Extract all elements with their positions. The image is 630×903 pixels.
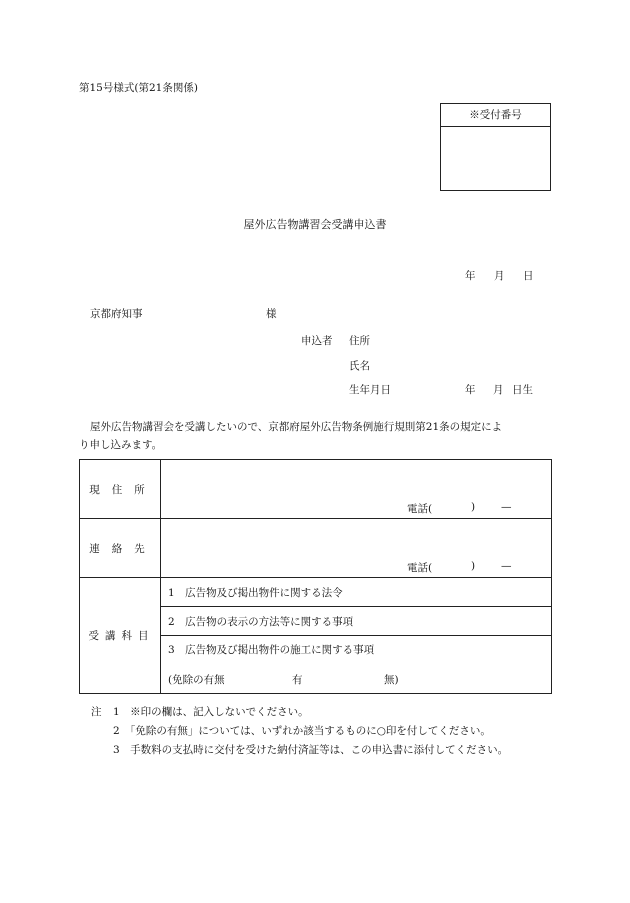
document-title: 屋外広告物講習会受講申込書 bbox=[243, 218, 387, 231]
date-year: 年 bbox=[465, 270, 476, 282]
address-field[interactable] bbox=[161, 460, 552, 519]
note-3: 3 手数料の支払時に交付を受けた納付済証等は、この申込書に添付してください。 bbox=[113, 744, 509, 756]
subject-1: 1 広告物及び掲出物件に関する法令 bbox=[161, 578, 552, 607]
body-text-line1: 屋外広告物講習会を受講したいので、京都府屋外広告物条例施行規則第21条の規定によ bbox=[90, 421, 503, 433]
contact-label: 連絡先 bbox=[89, 542, 157, 555]
application-table bbox=[79, 459, 552, 694]
name-label: 氏名 bbox=[349, 360, 370, 372]
birth-year: 年 bbox=[465, 384, 476, 396]
date-month: 月 bbox=[494, 270, 505, 282]
body-text-line2: り申し込みます。 bbox=[79, 439, 163, 451]
address-label: 住所 bbox=[349, 335, 370, 347]
contact-phone-close-paren: ) bbox=[471, 560, 476, 572]
note-2: 2 「免除の有無」については、いずれか該当するものに○印を付してください。 bbox=[113, 725, 491, 737]
exemption-yes[interactable]: 有 bbox=[292, 673, 303, 686]
applicant-label: 申込者 bbox=[301, 335, 333, 347]
birth-month: 月 bbox=[493, 384, 504, 396]
birth-day: 日生 bbox=[512, 384, 533, 396]
honorific: 様 bbox=[266, 308, 277, 320]
exemption-field[interactable] bbox=[161, 664, 552, 694]
receipt-number-box bbox=[440, 103, 551, 191]
form-number: 第15号様式(第21条関係) bbox=[79, 82, 198, 94]
contact-phone-dash: — bbox=[501, 560, 512, 572]
address-row bbox=[80, 460, 552, 519]
phone-label: 電話( bbox=[407, 503, 433, 515]
subject-3: 3 広告物及び掲出物件の施工に関する事項 bbox=[161, 636, 552, 664]
date-day: 日 bbox=[523, 270, 534, 282]
contact-phone-label: 電話( bbox=[407, 562, 433, 574]
exemption-no[interactable]: 無) bbox=[384, 673, 399, 686]
contact-field[interactable] bbox=[161, 519, 552, 578]
note-1: 1 ※印の欄は、記入しないでください。 bbox=[113, 706, 309, 718]
phone-dash: — bbox=[501, 501, 512, 513]
phone-close-paren: ) bbox=[471, 501, 476, 513]
birthdate-label: 生年月日 bbox=[349, 384, 391, 396]
exemption-prefix: (免除の有無 bbox=[168, 673, 225, 686]
contact-row bbox=[80, 519, 552, 578]
addressee: 京都府知事 bbox=[90, 308, 143, 320]
current-address-label: 現住所 bbox=[89, 483, 157, 496]
notes-label: 注 bbox=[91, 706, 102, 718]
receipt-number-label: ※受付番号 bbox=[441, 104, 550, 127]
subject-row-1 bbox=[80, 578, 552, 607]
subject-2: 2 広告物の表示の方法等に関する事項 bbox=[161, 607, 552, 636]
subjects-label: 受講科目 bbox=[88, 630, 155, 642]
